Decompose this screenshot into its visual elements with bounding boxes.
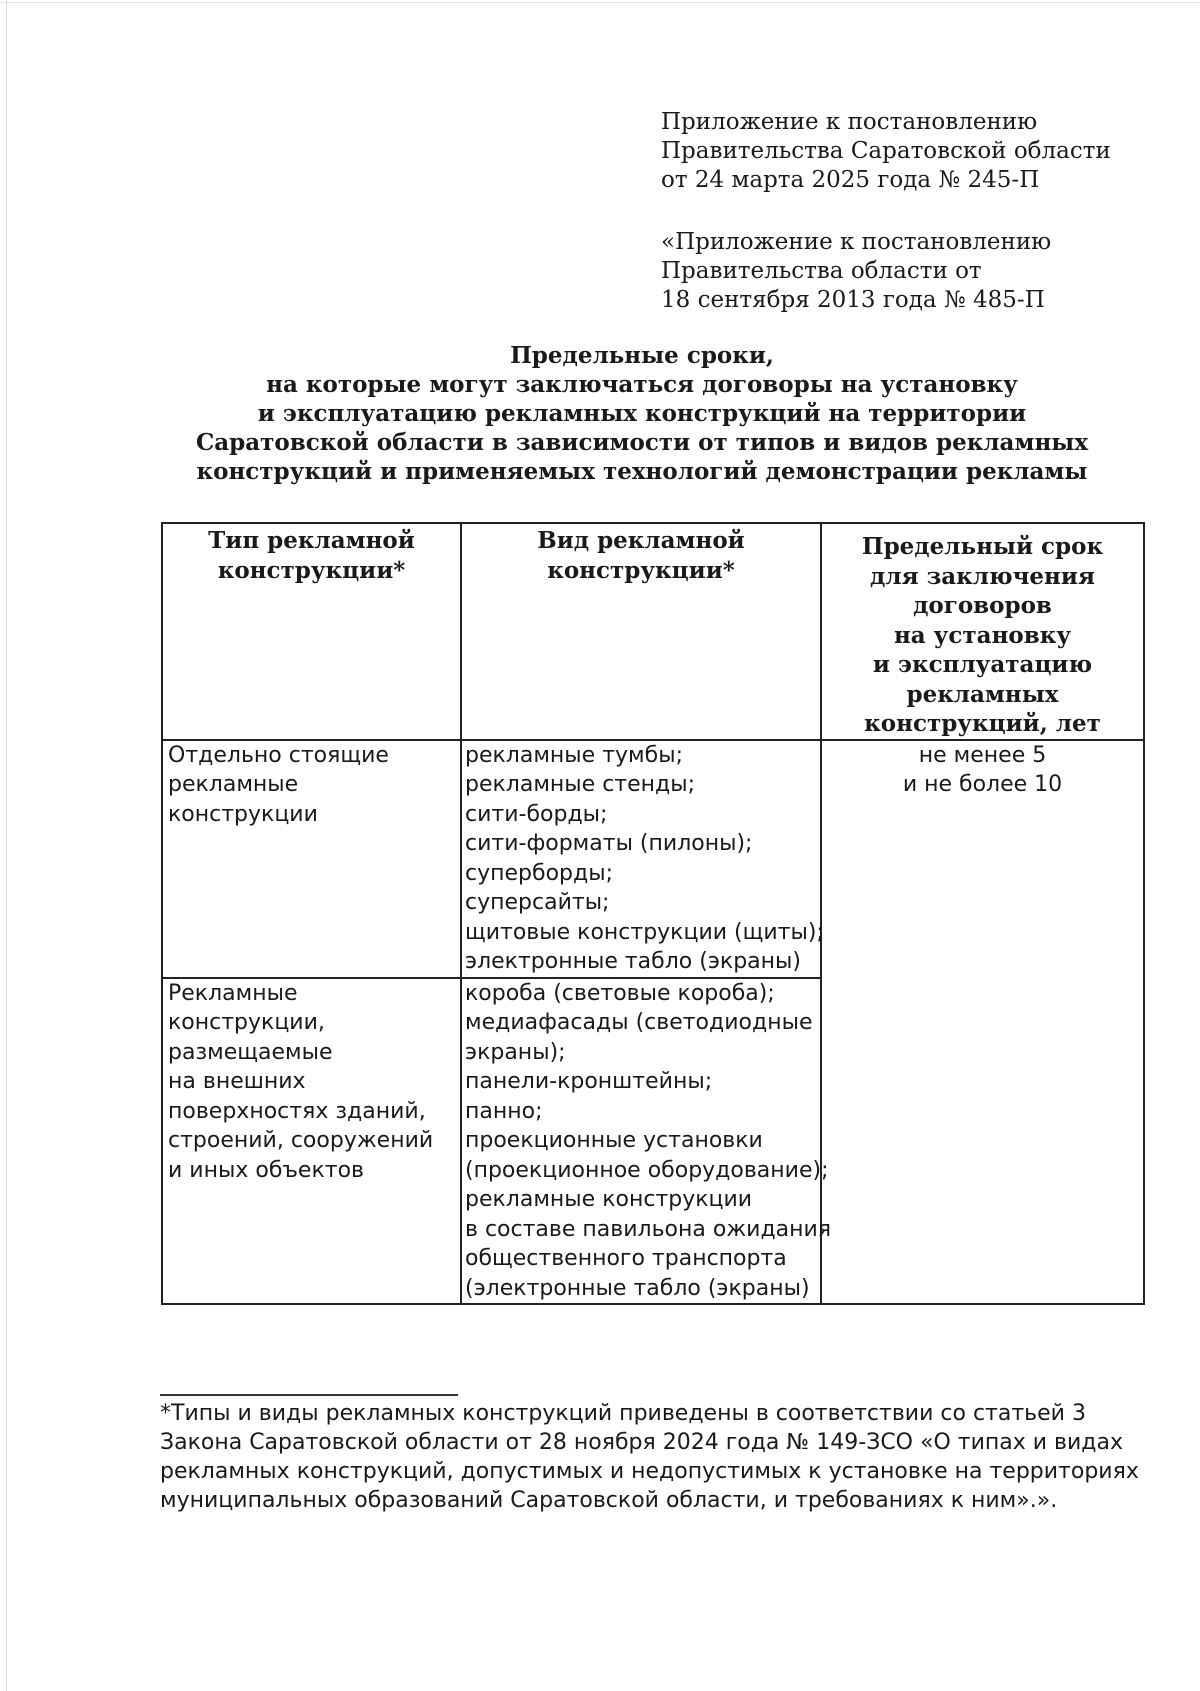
- cell-kind-line: экраны);: [465, 1039, 566, 1065]
- cell-kind-line: щитовые конструкции (щиты);: [465, 919, 824, 945]
- footnote-line: рекламных конструкций, допустимых и недопустимых к установке на территориях: [160, 1459, 1139, 1484]
- header-kind-line: Вид рекламной: [537, 527, 745, 554]
- table-row: [162, 740, 1144, 978]
- cell-type-line: размещаемые: [168, 1039, 333, 1065]
- appendix-previous-line: 18 сентября 2013 года № 485-П: [661, 287, 1045, 313]
- cell-kind-line: (электронные табло (экраны): [465, 1275, 810, 1301]
- header-kind: [461, 523, 821, 740]
- cell-type-line: конструкции: [168, 801, 318, 827]
- appendix-previous-line: «Приложение к постановлению: [661, 229, 1052, 255]
- cell-kind: [461, 740, 824, 978]
- cell-type-line: строений, сооружений: [168, 1128, 434, 1153]
- header-term-line: рекламных: [906, 680, 1059, 708]
- header-kind-line: конструкции*: [547, 556, 735, 584]
- footnote: [160, 1399, 1139, 1515]
- cell-kind-line: медиафасады (светодиодные: [465, 1010, 813, 1035]
- cell-term-line: и не более 10: [902, 772, 1063, 797]
- cell-kind-line: панно;: [465, 1098, 543, 1124]
- title-line: на которые могут заключаться договоры на установку: [266, 371, 1018, 398]
- cell-type-line: рекламные: [168, 772, 299, 797]
- terms-table: [161, 522, 1145, 1305]
- appendix-current-reference: [661, 108, 1111, 195]
- header-term: [821, 523, 1144, 740]
- cell-kind-line: рекламные тумбы;: [465, 742, 683, 768]
- cell-type-line: и иных объектов: [168, 1157, 364, 1183]
- cell-kind-line: в составе павильона ожидания: [465, 1216, 832, 1242]
- cell-kind-line: сити-форматы (пилоны);: [465, 831, 753, 856]
- appendix-current-line: Приложение к постановлению: [661, 109, 1038, 135]
- scan-edge-left: [6, 0, 7, 1691]
- cell-term-line: не менее 5: [918, 742, 1047, 768]
- table-header-row: [162, 523, 1144, 740]
- header-term-line: на установку: [893, 621, 1072, 649]
- footnote-line: муниципальных образований Саратовской области, и требованиях к ним».».: [160, 1488, 1058, 1513]
- cell-type-line: поверхностях зданий,: [168, 1098, 426, 1124]
- cell-type: [162, 740, 461, 978]
- cell-kind-line: (проекционное оборудование);: [465, 1157, 829, 1183]
- header-type: [162, 523, 461, 740]
- footnote-line: Закона Саратовской области от 28 ноября 2024 года № 149-ЗСО «О типах и видах: [160, 1430, 1124, 1455]
- cell-type: [162, 978, 461, 1305]
- header-type-line: конструкции*: [217, 556, 406, 584]
- cell-term: [821, 740, 1144, 1305]
- cell-kind: [461, 978, 832, 1305]
- title-line: Предельные сроки,: [510, 342, 774, 369]
- cell-kind-line: панели-кронштейны;: [465, 1069, 713, 1094]
- cell-kind-line: суперборды;: [465, 860, 613, 886]
- document-title: [170, 341, 1114, 486]
- cell-type-line: конструкции,: [168, 1010, 325, 1035]
- header-term-line: договоров: [913, 592, 1052, 619]
- cell-kind-line: проекционные установки: [465, 1128, 763, 1153]
- header-term-line: конструкций, лет: [864, 710, 1101, 737]
- title-line: Саратовской области в зависимости от типов и видов рекламных: [195, 429, 1089, 456]
- header-term-line: для заключения: [870, 562, 1095, 590]
- appendix-previous-line: Правительства области от: [661, 258, 982, 284]
- cell-kind-line: сити-борды;: [465, 801, 608, 827]
- cell-kind-line: общественного транспорта: [465, 1246, 787, 1271]
- appendix-current-line: Правительства Саратовской области: [661, 138, 1111, 164]
- cell-kind-line: электронные табло (экраны): [465, 949, 801, 974]
- scan-edge-top: [0, 2, 1200, 3]
- cell-type-line: Рекламные: [168, 980, 298, 1006]
- header-term-line: и эксплуатацию: [872, 651, 1093, 678]
- cell-kind-line: короба (световые короба);: [465, 980, 775, 1006]
- footnote-separator: [160, 1394, 458, 1396]
- appendix-current-line: от 24 марта 2025 года № 245-П: [661, 167, 1040, 193]
- cell-kind-line: суперсайты;: [465, 890, 610, 915]
- cell-kind-line: рекламные конструкции: [465, 1187, 753, 1212]
- footnote-line: *Типы и виды рекламных конструкций приведены в соответствии со статьей 3: [160, 1401, 1086, 1426]
- cell-type-line: Отдельно стоящие: [168, 742, 389, 768]
- title-line: конструкций и применяемых технологий демонстрации рекламы: [196, 458, 1088, 485]
- cell-kind-line: рекламные стенды;: [465, 772, 696, 797]
- header-term-line: Предельный срок: [861, 533, 1104, 560]
- cell-type-line: на внешних: [168, 1069, 306, 1094]
- header-type-line: Тип рекламной: [208, 527, 415, 554]
- title-line: и эксплуатацию рекламных конструкций на территории: [257, 400, 1027, 427]
- appendix-previous-reference: [661, 228, 1051, 315]
